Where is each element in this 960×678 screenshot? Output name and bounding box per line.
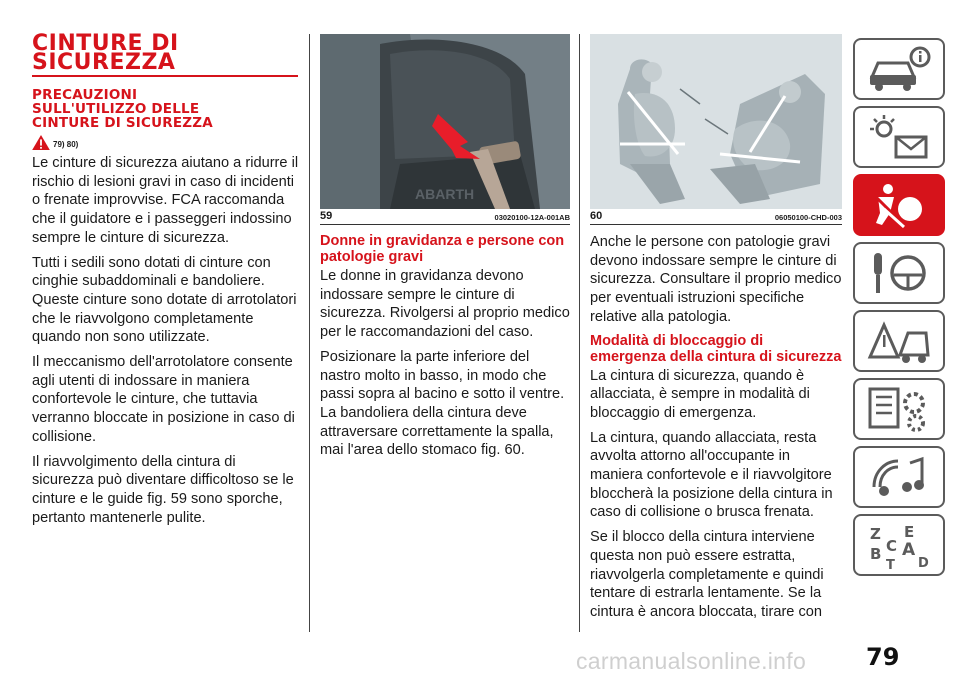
- maintenance-gears-icon: [864, 383, 934, 435]
- column-divider: [579, 34, 580, 632]
- chapter-sidebar: [853, 38, 945, 582]
- paragraph: Anche le persone con patologie gravi devono indossare sempre le cinture di sicurezza. Consultare il proprio medico per eventuali istruzioni specifiche relative alla patologia.: [590, 234, 842, 325]
- title-divider: [32, 75, 298, 77]
- heading-pregnancy: Donne in gravidanza e persone con patologie gravi: [320, 233, 565, 265]
- paragraph: Le donne in gravidanza devono indossare sempre le cinture di sicurezza. Rivolgersi al proprio medico per le raccomandazioni del caso.: [320, 268, 570, 341]
- tab-starting[interactable]: [853, 242, 945, 304]
- tab-maintenance[interactable]: [853, 378, 945, 440]
- figure-number: 60: [590, 210, 603, 222]
- column-middle: [320, 34, 570, 466]
- svg-text:A: A: [902, 540, 916, 560]
- tab-multimedia[interactable]: [853, 446, 945, 508]
- warning-refs: 79) 80): [53, 140, 79, 149]
- airbag-seatbelt-icon: [864, 179, 934, 231]
- figure-60-image: [590, 34, 842, 209]
- tab-lights[interactable]: [853, 106, 945, 168]
- figure-59-image: [320, 34, 570, 209]
- tab-emergency[interactable]: [853, 310, 945, 372]
- seatbelt-guide-illustration: [320, 34, 570, 209]
- figure-59-caption: [320, 209, 570, 225]
- section-title: CINTURE DI SICUREZZA: [32, 31, 179, 75]
- lights-mail-icon: [864, 111, 934, 163]
- svg-text:B: B: [870, 545, 882, 563]
- tab-index[interactable]: [853, 514, 945, 576]
- heading-emergency-lock: Modalità di bloccaggio di emergenza della cintura di sicurezza: [590, 332, 842, 365]
- index-letters-icon: [864, 519, 934, 571]
- warning-triangle-icon: [32, 135, 50, 150]
- paragraph: Tutti i sedili sono dotati di cinture con cinghie subaddominali e bandoliere. Queste cinture sono dotate di arrotolatori che le riavvolgono completamente quando non sono utilizzate.: [32, 254, 297, 346]
- multimedia-icon: [864, 451, 934, 503]
- figure-number: 59: [320, 210, 333, 222]
- tab-safety[interactable]: [853, 174, 945, 236]
- paragraph: Le cinture di sicurezza aiutano a ridurre il rischio di lesioni gravi in caso di incidenti o frenate improvvise. FCA raccomanda che il guidatore e i passeggeri indossino sempre le cinture di sicurezza.: [32, 155, 299, 246]
- column-left: [32, 31, 300, 533]
- column-right: [590, 34, 842, 628]
- paragraph: Il riavvolgimento della cintura di sicurezza può diventare difficoltoso se le cinture e le guide fig. 59 sono sporche, pertanto mantenerle pulite.: [32, 453, 294, 526]
- column-divider: [309, 34, 310, 632]
- svg-text:ABARTH: ABARTH: [415, 186, 475, 202]
- figure-60-caption: [590, 209, 842, 225]
- figure-code: 03020100-12A-001AB: [494, 213, 570, 222]
- paragraph: La cintura, quando allacciata, resta avvolta attorno all'occupante in maniera confortevole e il riavvolgitore bloccherà la posizione della cintura in caso di collisione o brusca frenata.: [590, 429, 833, 521]
- svg-text:D: D: [918, 556, 929, 571]
- page-number: 79: [866, 643, 900, 671]
- emergency-icon: [864, 315, 934, 367]
- paragraph: Se il blocco della cintura interviene questa non può essere estratta, riavvolgerla completamente e quindi tentare di estrarla lentamente. Se la cintura è ancora bloccata, tirare con: [590, 529, 824, 620]
- svg-text:C: C: [886, 537, 898, 555]
- pregnant-belt-illustration: [590, 34, 842, 209]
- subsection-title: PRECAUZIONI SULL'UTILIZZO DELLE CINTURE DI SICUREZZA: [32, 87, 213, 131]
- svg-text:E: E: [904, 523, 915, 541]
- svg-text:Z: Z: [870, 525, 881, 543]
- tab-dashboard[interactable]: [853, 38, 945, 100]
- svg-text:T: T: [886, 558, 895, 571]
- figure-code: 06050100-CHD-003: [774, 213, 842, 222]
- warning-reference: [32, 135, 300, 150]
- paragraph: Posizionare la parte inferiore del nastro molto in basso, in modo che passi sopra al bacino e sotto il ventre. La bandoliera della cintura deve attraversare correttamente la spalla, mai l'area dello stomaco fig. 60.: [320, 348, 565, 459]
- paragraph: La cintura di sicurezza, quando è allacciata, è sempre in modalità di bloccaggio di emergenza.: [590, 367, 810, 421]
- watermark: carmanualsonline.info: [576, 648, 807, 674]
- key-wheel-icon: [864, 247, 934, 299]
- car-info-icon: [864, 43, 934, 95]
- paragraph: Il meccanismo dell'arrotolatore consente agli utenti di indossare in maniera confortevole le cinture, che tuttavia verranno bloccate in posizione in caso di collisione.: [32, 354, 295, 445]
